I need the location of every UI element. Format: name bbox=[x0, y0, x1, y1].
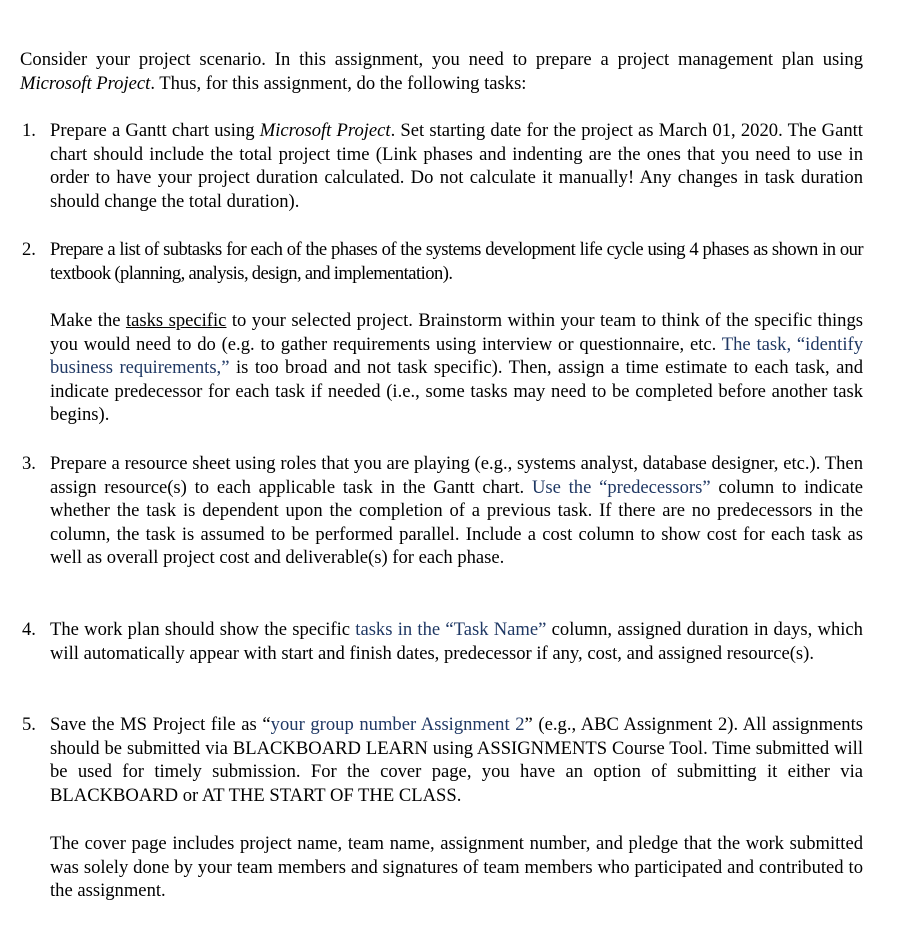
list-item-number-4: 4. bbox=[22, 619, 36, 640]
microsoft-project-emphasis: Microsoft Project bbox=[20, 72, 151, 94]
list-item-number-2: 2. bbox=[22, 239, 36, 260]
highlighted-phrase: Use the “predecessors” bbox=[531, 476, 711, 498]
highlighted-phrase: your group number Assignment 2 bbox=[270, 714, 525, 735]
list-item-5-cover-page-detail: The cover page includes project name, team name, assignment number, and pledge that the work submitted was solely done by your team members and signatures of team members who participated and contributed to the assignment. bbox=[50, 833, 863, 902]
underlined-emphasis: tasks specific bbox=[125, 310, 227, 331]
list-item-2-detail: Make the tasks specific to your selected project. Brainstorm within your team to think of the specific things you would need to do (e.g. to gather requirements using interview or questionnaire, etc. The task, “identify business requirements,” is too broad and not task specific). Then, assign a time estimate to each task, and indicate predecessor for each task if needed (i.e., some tasks may need to be completed before another task begins). bbox=[50, 310, 864, 426]
list-item-number-1: 1. bbox=[22, 120, 36, 141]
list-item-4: The work plan should show the specific tasks in the “Task Name” column, assigned duration in days, which will automatically appear with start and finish dates, predecessor if any, cost, and assigned resource(s). bbox=[50, 619, 863, 664]
list-item-5: Save the MS Project file as “your group number Assignment 2” (e.g., ABC Assignment 2). All assignments should be submitted via BLACKBOARD LEARN using ASSIGNMENTS Course Tool. Time submitted will be used for timely submission. For the cover page, you have an option of submitting it either via BLACKBOARD or AT THE START OF THE CLASS. bbox=[50, 714, 864, 806]
microsoft-project-emphasis: Microsoft Project bbox=[259, 120, 391, 141]
intro-paragraph: Consider your project scenario. In this assignment, you need to prepare a project management plan using Microsoft Project. Thus, for this assignment, do the following tasks: bbox=[20, 49, 863, 94]
list-item-1: Prepare a Gantt chart using Microsoft Project. Set starting date for the project as March 01, 2020. The Gantt chart should include the total project time (Link phases and indenting are the ones that you need to use in order to have your project duration calculated. Do not calculate it manually! Any changes in task duration should change the total duration). bbox=[50, 120, 863, 212]
list-item-3: Prepare a resource sheet using roles that you are playing (e.g., systems analyst, database designer, etc.). Then assign resource(s) to each applicable task in the Gantt chart. Use the “predecessors” column to indicate whether the task is dependent upon the completion of a previous task. If there are no predecessors in the column, the task is assumed to be performed parallel. Include a cost column to show cost for each task as well as overall project cost and deliverable(s) for each phase. bbox=[50, 453, 863, 569]
list-item-2: Prepare a list of subtasks for each of the phases of the systems development life cycle using 4 phases as shown in our textbook (planning, analysis, design, and implementation). bbox=[50, 239, 863, 284]
list-item-number-3: 3. bbox=[22, 453, 36, 474]
highlighted-phrase: The task, “identify business requirements,” bbox=[50, 333, 864, 379]
highlighted-phrase: tasks in the “Task Name” bbox=[355, 619, 547, 640]
list-item-number-5: 5. bbox=[22, 714, 36, 735]
